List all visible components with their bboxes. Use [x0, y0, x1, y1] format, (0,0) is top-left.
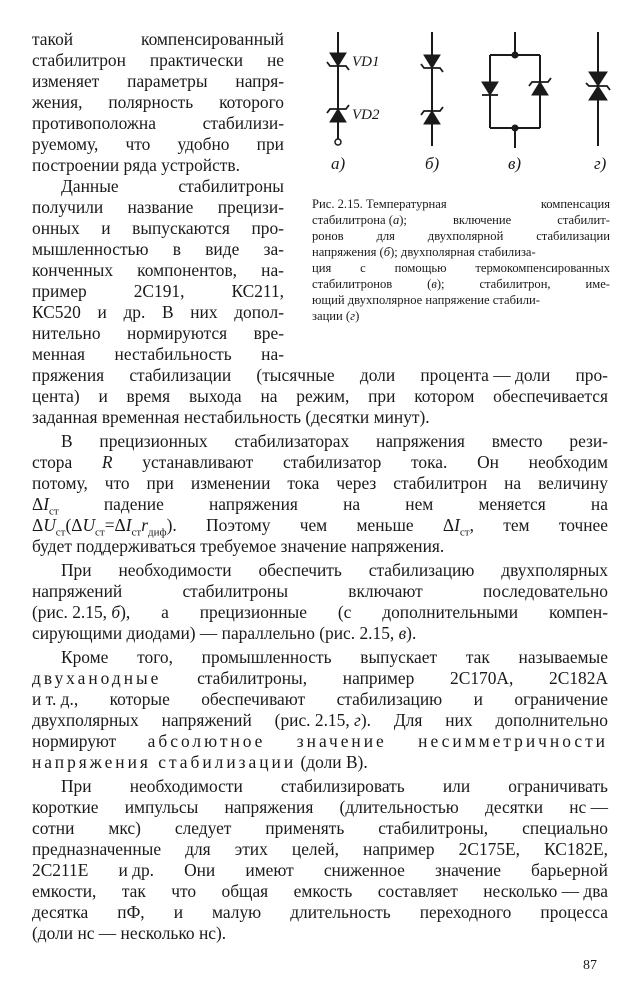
caption-line: ция с помощью термокомпенсированных	[312, 261, 610, 275]
text-line: построении ряда устройств.	[32, 155, 240, 175]
text-line: При необходимости обеспечить стабилизацию двухполярных	[61, 560, 608, 580]
text-line: предназначенные для этих целей, например 2С175Е, КС182Е,	[32, 839, 608, 859]
text-line: будет поддерживаться требуемое значение напряжения.	[32, 536, 445, 556]
text-line: В прецизионных стабилизаторах напряжения вместо рези-	[61, 431, 608, 451]
circuit-g	[586, 32, 610, 146]
text-line: изменяет параметры напря-	[32, 71, 284, 91]
caption-line: напряжения (б); двухполярная стабилиза-	[312, 245, 536, 259]
text-line: (доли нс — несколько нс).	[32, 923, 227, 943]
text-line: (рис. 2.15, б), а прецизионные (с дополнительными компен-	[32, 602, 608, 622]
text-line: короткие импульсы напряжения (длительностью десятки нс —	[32, 797, 608, 817]
text-line: напряжений стабилитроны включают последовательно	[32, 581, 608, 601]
label-a: а)	[331, 154, 346, 173]
text-line: нительно нормируются вре-	[32, 323, 284, 343]
caption-line: стабилитронов (в); стабилитрон, име-	[312, 277, 610, 291]
text-line: стабилитрон практически не	[32, 50, 284, 70]
circuit-b	[421, 32, 443, 146]
label-v: в)	[508, 154, 522, 173]
caption-line: стабилитрона (а); включение стабилит-	[312, 213, 610, 227]
text-line: стора R устанавливают стабилизатор тока. Он необходим	[32, 452, 608, 472]
caption-line: зации (г)	[312, 309, 360, 323]
text-line: двуханодные стабилитроны, например 2С170А, 2С182А	[32, 668, 608, 688]
caption-line: ющий двухполярное напряжение стабили-	[312, 293, 540, 307]
label-vd1: VD1	[352, 54, 380, 70]
text-line: мышленностью в виде за-	[32, 239, 284, 259]
label-vd2: VD2	[352, 107, 380, 123]
text-line: $\Delta U_{ст}(\Delta U_{ст}=\Delta I_{ст}r_{диф})$. Поэтому чем меньше $\Delta I_{ст}$, тем точнее	[32, 515, 608, 539]
label-b: б)	[425, 154, 440, 173]
text-line: При необходимости стабилизировать или ограничивать	[61, 776, 608, 796]
text-line: двухполярных напряжений (рис. 2.15, г). Для них дополнительно	[32, 710, 608, 730]
text-line: $\Delta I_{ст}$ падение напряжения на нем меняется на	[32, 494, 608, 518]
text-line: пример 2С191, КС211,	[32, 281, 284, 301]
text-line: Кроме того, промышленность выпускает так называемые	[61, 647, 608, 667]
caption-line: Рис. 2.15. Температурная компенсация	[312, 197, 610, 211]
text-line: КС520 и др. В них допол-	[32, 302, 284, 322]
page-number: 87	[583, 958, 597, 973]
label-g: г)	[594, 154, 607, 173]
text-line: 2С211Е и др. Они имеют сниженное значение барьерной	[32, 860, 608, 880]
text-line: Данные стабилитроны	[61, 176, 284, 196]
text-line: напряжения стабилизации (доли В).	[32, 752, 368, 772]
text-line: и т. д., которые обеспечивают стабилизацию и ограничение	[32, 689, 608, 709]
text-line: сотни мкс) следует применять стабилитроны, специально	[32, 818, 608, 838]
text-line: менная нестабильность на-	[32, 344, 284, 364]
text-line: получили название прецизи-	[32, 197, 284, 217]
text-line: конченных компонентов, на-	[32, 260, 284, 280]
circuit-a	[327, 32, 349, 142]
text-line: онных и выпускаются про-	[32, 218, 284, 238]
text-line: емкости, так что общая емкость составляет несколько — два	[32, 881, 608, 901]
text-line: потому, что при изменении тока через стабилитрон на величину	[32, 473, 608, 493]
text-line: заданная временная нестабильность (десятки минут).	[32, 407, 430, 427]
text-line: жения, полярность которого	[32, 92, 284, 112]
text-line: сирующими диодами) — параллельно (рис. 2.15, в).	[32, 623, 417, 643]
text-line: противоположна стабилизи-	[32, 113, 284, 133]
text-line: нормируют абсолютное значение несимметричности	[32, 731, 608, 751]
text-line: десятка пФ, и малую длительность переходного процесса	[32, 902, 608, 922]
text-line: пряжения стабилизации (тысячные доли процента — доли про-	[32, 365, 608, 385]
text-line: цента) и время выхода на режим, при котором обеспечивается	[32, 386, 608, 406]
text-line: такой компенсированный	[32, 29, 284, 49]
text-line: руемому, что удобно при	[32, 134, 284, 154]
caption-line: ронов для двухполярной стабилизации	[312, 229, 610, 243]
